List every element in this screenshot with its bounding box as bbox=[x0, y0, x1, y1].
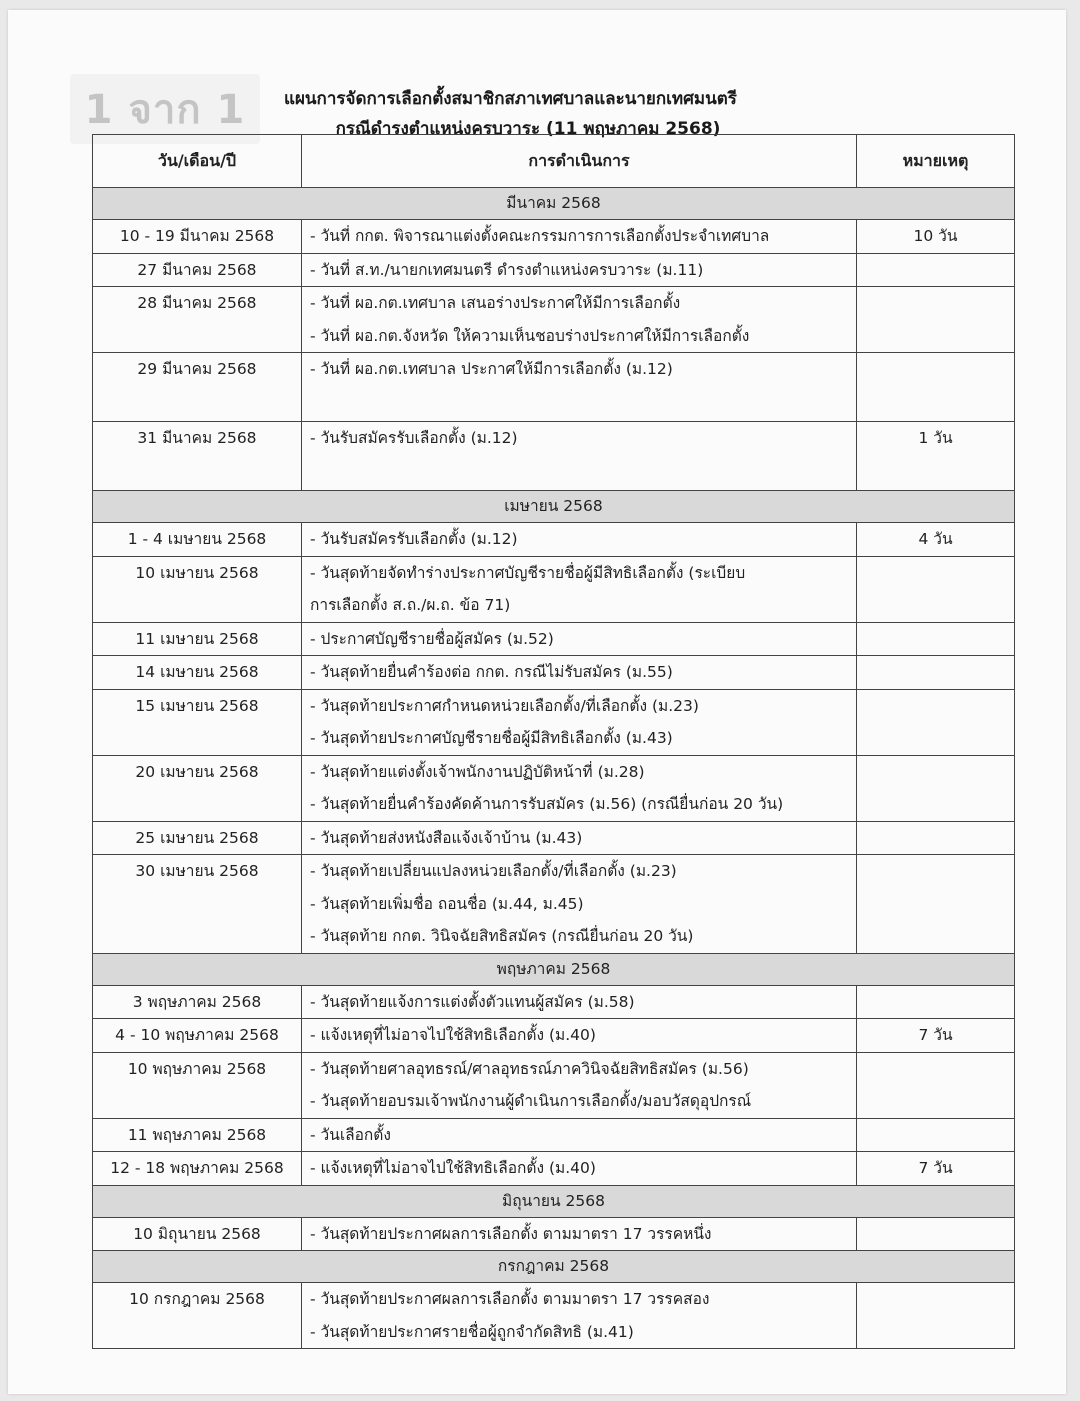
row-action: - วันสุดท้ายแต่งตั้งเจ้าพนักงานปฏิบัติหน้าที่ (ม.28) bbox=[310, 762, 645, 781]
row-action: การเลือกตั้ง ส.ถ./ผ.ถ. ข้อ 71) bbox=[310, 596, 511, 614]
row-action: - วันที่ ผอ.กต.เทศบาล ประกาศให้มีการเลือกตั้ง (ม.12) bbox=[310, 360, 673, 378]
month-row-april bbox=[93, 491, 1015, 523]
row-date: 25 เมษายน 2568 bbox=[135, 828, 259, 847]
row-date: 10 เมษายน 2568 bbox=[135, 563, 259, 582]
row-date: 1 - 4 เมษายน 2568 bbox=[127, 530, 267, 548]
page-indicator: 1 จาก 1 bbox=[70, 74, 260, 144]
table-row bbox=[93, 656, 1015, 690]
row-action: - วันสุดท้ายประกาศผลการเลือกตั้ง ตามมาตรา 17 วรรคหนึ่ง bbox=[310, 1224, 712, 1243]
table-row bbox=[93, 1118, 1015, 1152]
table-row bbox=[93, 253, 1015, 287]
month-row-june bbox=[93, 1185, 1015, 1217]
row-action: - วันสุดท้ายยื่นคำร้องต่อ กกต. กรณีไม่รับสมัคร (ม.55) bbox=[310, 663, 673, 681]
row-action: - วันที่ ผอ.กต.เทศบาล เสนอร่างประกาศให้มีการเลือกตั้ง bbox=[310, 294, 681, 312]
table-row bbox=[93, 1217, 1015, 1251]
row-date: 11 เมษายน 2568 bbox=[135, 629, 259, 648]
table-row bbox=[93, 1052, 1015, 1118]
row-action: - แจ้งเหตุที่ไม่อาจไปใช้สิทธิเลือกตั้ง (ม.40) bbox=[310, 1159, 596, 1177]
row-date: 10 กรกฎาคม 2568 bbox=[129, 1290, 265, 1308]
table-row bbox=[93, 523, 1015, 557]
title-line-2: กรณีดำรงตำแหน่งครบวาระ (11 พฤษภาคม 2568) bbox=[335, 119, 721, 139]
row-date: 27 มีนาคม 2568 bbox=[137, 260, 257, 279]
row-action: - วันรับสมัครรับเลือกตั้ง (ม.12) bbox=[310, 429, 518, 447]
table-row bbox=[93, 985, 1015, 1019]
table-row bbox=[93, 1152, 1015, 1186]
row-action: - วันสุดท้ายประกาศผลการเลือกตั้ง ตามมาตรา 17 วรรคสอง bbox=[310, 1290, 710, 1308]
month-row-july bbox=[93, 1251, 1015, 1283]
header-note: หมายเหตุ bbox=[857, 135, 1015, 188]
month-label: กรกฎาคม 2568 bbox=[93, 1251, 1015, 1283]
table-row bbox=[93, 353, 1015, 422]
row-action: - วันสุดท้ายจัดทำร่างประกาศบัญชีรายชื่อผู้มีสิทธิเลือกตั้ง (ระเบียบ bbox=[310, 563, 746, 582]
table-row bbox=[93, 1019, 1015, 1053]
row-date: 12 - 18 พฤษภาคม 2568 bbox=[110, 1159, 284, 1177]
table-header-row bbox=[93, 135, 1015, 188]
row-note: 7 วัน bbox=[918, 1026, 953, 1044]
row-action: - วันสุดท้ายอบรมเจ้าพนักงานผู้ดำเนินการเลือกตั้ง/มอบวัสดุอุปกรณ์ bbox=[310, 1092, 752, 1110]
row-action: - วันสุดท้ายประกาศบัญชีรายชื่อผู้มีสิทธิเลือกตั้ง (ม.43) bbox=[310, 729, 673, 747]
row-note: 4 วัน bbox=[918, 530, 953, 548]
header-date: วัน/เดือน/ปี bbox=[93, 135, 302, 188]
row-date: 4 - 10 พฤษภาคม 2568 bbox=[115, 1026, 279, 1044]
row-date: 14 เมษายน 2568 bbox=[135, 663, 259, 681]
row-action: - วันสุดท้ายแจ้งการแต่งตั้งตัวแทนผู้สมัคร (ม.58) bbox=[310, 992, 635, 1011]
header-action: การดำเนินการ bbox=[302, 135, 857, 188]
row-date: 20 เมษายน 2568 bbox=[135, 762, 259, 781]
table-row bbox=[93, 556, 1015, 622]
month-row-march bbox=[93, 188, 1015, 220]
row-action: - วันรับสมัครรับเลือกตั้ง (ม.12) bbox=[310, 530, 518, 548]
row-date: 10 พฤษภาคม 2568 bbox=[127, 1059, 267, 1078]
month-label: เมษายน 2568 bbox=[93, 491, 1015, 523]
table-row bbox=[93, 220, 1015, 254]
table-row bbox=[93, 1283, 1015, 1349]
row-action: - วันที่ ส.ท./นายกเทศมนตรี ดำรงตำแหน่งครบวาระ (ม.11) bbox=[310, 260, 704, 279]
table-row bbox=[93, 755, 1015, 821]
row-action: - วันที่ ผอ.กต.จังหวัด ให้ความเห็นชอบร่างประกาศให้มีการเลือกตั้ง bbox=[310, 326, 750, 345]
row-action: - วันสุดท้ายเพิ่มชื่อ ถอนชื่อ (ม.44, ม.45) bbox=[310, 894, 584, 913]
table-row bbox=[93, 622, 1015, 656]
row-action: - วันสุดท้ายประกาศรายชื่อผู้ถูกจำกัดสิทธิ (ม.41) bbox=[310, 1322, 634, 1341]
row-action: - วันสุดท้ายส่งหนังสือแจ้งเจ้าบ้าน (ม.43) bbox=[310, 828, 583, 847]
row-date: 29 มีนาคม 2568 bbox=[137, 360, 257, 378]
row-action: - วันสุดท้ายเปลี่ยนแปลงหน่วยเลือกตั้ง/ที่เลือกตั้ง (ม.23) bbox=[310, 862, 677, 880]
row-date: 10 มิถุนายน 2568 bbox=[133, 1224, 261, 1243]
month-label: มิถุนายน 2568 bbox=[93, 1185, 1015, 1217]
table-row bbox=[93, 855, 1015, 954]
title-line-1: แผนการจัดการเลือกตั้งสมาชิกสภาเทศบาลและนายกเทศมนตรี bbox=[284, 89, 737, 109]
row-action: - วันสุดท้ายศาลอุทธรณ์/ศาลอุทธรณ์ภาควินิจฉัยสิทธิสมัคร (ม.56) bbox=[310, 1059, 749, 1078]
row-action: - วันสุดท้ายประกาศกำหนดหน่วยเลือกตั้ง/ที่เลือกตั้ง (ม.23) bbox=[310, 696, 699, 715]
row-note: 1 วัน bbox=[918, 429, 953, 447]
row-date: 15 เมษายน 2568 bbox=[135, 696, 259, 715]
month-label: พฤษภาคม 2568 bbox=[93, 953, 1015, 985]
row-note: 7 วัน bbox=[918, 1159, 953, 1177]
row-date: 31 มีนาคม 2568 bbox=[137, 429, 257, 447]
row-date: 30 เมษายน 2568 bbox=[135, 862, 259, 880]
month-row-may bbox=[93, 953, 1015, 985]
row-action: - ประกาศบัญชีรายชื่อผู้สมัคร (ม.52) bbox=[310, 629, 554, 648]
row-date: 11 พฤษภาคม 2568 bbox=[127, 1125, 267, 1144]
election-schedule-table bbox=[92, 134, 1015, 1349]
table-row bbox=[93, 422, 1015, 491]
row-action: - วันเลือกตั้ง bbox=[310, 1125, 391, 1144]
row-action: - วันสุดท้ายยื่นคำร้องคัดค้านการรับสมัคร (ม.56) (กรณียื่นก่อน 20 วัน) bbox=[310, 795, 784, 813]
row-date: 10 - 19 มีนาคม 2568 bbox=[119, 227, 275, 245]
table-row bbox=[93, 689, 1015, 755]
table-row bbox=[93, 287, 1015, 353]
row-date: 28 มีนาคม 2568 bbox=[137, 294, 257, 312]
row-action: - วันสุดท้าย กกต. วินิจฉัยสิทธิสมัคร (กรณียื่นก่อน 20 วัน) bbox=[310, 927, 694, 945]
row-action: - วันที่ กกต. พิจารณาแต่งตั้งคณะกรรมการการเลือกตั้งประจำเทศบาล bbox=[310, 227, 770, 245]
row-date: 3 พฤษภาคม 2568 bbox=[132, 992, 262, 1011]
month-label: มีนาคม 2568 bbox=[93, 188, 1015, 220]
table-row bbox=[93, 821, 1015, 855]
row-action: - แจ้งเหตุที่ไม่อาจไปใช้สิทธิเลือกตั้ง (ม.40) bbox=[310, 1026, 596, 1044]
row-note: 10 วัน bbox=[913, 227, 958, 245]
